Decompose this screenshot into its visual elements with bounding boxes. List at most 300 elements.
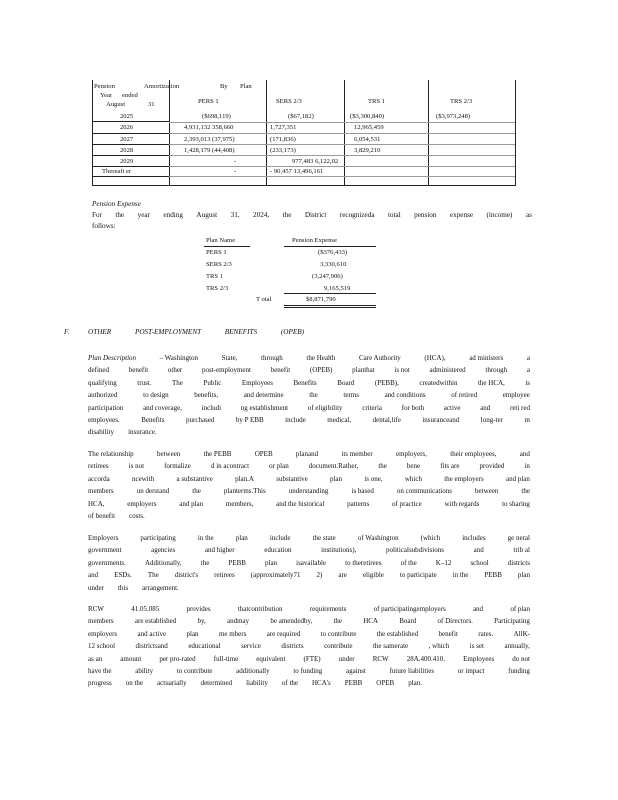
text-word: plan	[265, 558, 278, 567]
table-cell: 4,931,132 358,660	[184, 124, 234, 131]
text-word: is one,	[364, 474, 383, 483]
text-word: contribute	[324, 642, 353, 651]
text-word: have the	[88, 667, 112, 676]
text-word: include	[285, 416, 306, 425]
text-word: benefits,	[194, 391, 219, 400]
rcw-paragraph	[88, 603, 530, 690]
text-word: 12 school	[88, 642, 116, 651]
text-word: the samerate	[372, 642, 409, 651]
text-word: of plan	[510, 605, 530, 613]
text-word: are	[338, 571, 347, 580]
text-word: administered	[429, 366, 466, 375]
table-rule	[284, 307, 376, 308]
employers-paragraph	[88, 532, 530, 594]
text-word: members	[88, 487, 114, 496]
table-rule	[169, 122, 515, 123]
text-word: OPEB	[376, 679, 395, 688]
text-word: other	[167, 366, 183, 375]
text-word: equivalent	[256, 654, 286, 663]
text-word: and plan	[505, 474, 530, 483]
text-word: members,	[225, 499, 254, 508]
text-word: the Health	[306, 354, 336, 362]
table-rule	[284, 246, 376, 247]
section-letter: F.	[64, 328, 70, 336]
text-word: future liabilities	[389, 667, 435, 676]
text-word: on the	[125, 679, 144, 688]
table-rule	[169, 155, 515, 156]
text-line	[88, 498, 530, 510]
table-title-word: Amortization	[144, 83, 180, 90]
text-word: the established	[376, 629, 419, 638]
table-cell: 3,829,210	[354, 147, 381, 154]
text-line	[88, 640, 530, 652]
text-word: of retired	[451, 391, 478, 400]
table-cell: 977,483 6,122,02	[292, 158, 339, 165]
text-line	[88, 389, 530, 401]
text-word: (OPEB)	[309, 366, 333, 375]
text-word: costs.	[129, 512, 145, 521]
text-word: PEBB	[344, 679, 363, 688]
text-word: the	[378, 462, 387, 471]
text-word: or impact	[457, 667, 485, 676]
text-word: plan.A	[235, 474, 254, 483]
text-word: plan.	[408, 679, 422, 688]
column-header: PERS 1	[198, 98, 219, 105]
section-title: OTHER POST-EMPLOYMENT BENEFITS (OPEB)	[88, 328, 305, 336]
text-word: to contribute	[320, 629, 357, 638]
text-word: is	[525, 378, 530, 387]
text-word: as	[525, 211, 532, 219]
text-word: employers,	[396, 450, 427, 458]
text-word: and active	[137, 629, 167, 638]
text-word: include	[269, 534, 291, 542]
text-word: Board	[337, 378, 355, 387]
text-word: ability	[135, 667, 154, 676]
text-word: and	[480, 403, 491, 412]
text-line	[88, 532, 530, 544]
text-word: and conditions	[384, 391, 426, 400]
text-word: trib al	[513, 546, 530, 555]
text-word: in the	[452, 571, 469, 580]
text-word: school	[470, 558, 489, 567]
table-rule	[204, 246, 250, 247]
text-line	[88, 377, 530, 389]
column-header: TRS 2/3	[450, 98, 473, 105]
table-rule	[92, 144, 169, 145]
text-word: medical,	[327, 416, 352, 425]
text-word: document.Rather,	[308, 462, 359, 471]
text-word: which	[404, 474, 422, 483]
text-word: includes	[462, 534, 486, 542]
text-word: the	[115, 211, 125, 219]
text-word: Benefits	[293, 378, 317, 387]
table-rule	[92, 133, 169, 134]
table-rule	[92, 166, 169, 167]
text-word: un derstand	[136, 487, 170, 496]
text-word: is set	[469, 642, 484, 651]
table-rule	[169, 133, 515, 134]
table-cell: ($67,182)	[288, 113, 314, 120]
text-word: Employees	[241, 378, 273, 387]
text-word: PEBB	[228, 558, 246, 567]
text-line	[88, 582, 530, 594]
text-line	[88, 569, 530, 581]
text-word: progress	[88, 679, 112, 688]
text-word: of practice	[392, 499, 422, 508]
text-line	[88, 448, 530, 460]
table-cell: 2,393,013 (37,975)	[184, 136, 235, 143]
text-word: benefit	[438, 629, 458, 638]
text-word: and determine	[243, 391, 284, 400]
text-word: members	[88, 617, 114, 626]
table-cell: 1,428,179 (44,408)	[184, 147, 235, 154]
text-word: Care Authority	[358, 354, 401, 362]
text-word: insuranceand	[422, 416, 460, 425]
text-word: are required	[266, 629, 301, 638]
text-word: do not	[512, 654, 530, 663]
text-word: Benefits	[141, 416, 165, 425]
text-word: is not	[394, 366, 410, 375]
column-header: TRS 1	[368, 98, 386, 105]
table-rule	[169, 144, 515, 145]
text-word: and the historical	[276, 499, 325, 508]
text-word: provides	[186, 605, 211, 613]
text-word: For	[92, 211, 102, 219]
text-word: ncewith	[132, 474, 155, 483]
text-word: The relationship	[88, 450, 134, 458]
text-word: August	[196, 211, 218, 219]
text-word: (HCA),	[424, 354, 446, 362]
text-word: m	[524, 416, 530, 425]
text-word: provided	[479, 462, 505, 471]
text-word: and	[472, 605, 484, 613]
table-title-word: Plan	[240, 83, 252, 90]
text-word: (PEBB),	[374, 378, 399, 387]
text-word: employees.	[88, 416, 120, 425]
text-word: ad ministers	[469, 354, 504, 362]
table-cell: - 90,457 13,496,161	[270, 168, 324, 175]
text-word: District	[304, 211, 327, 219]
text-word: retirees	[88, 462, 109, 471]
text-word: – Washington	[159, 354, 199, 362]
total-label: T otal	[256, 296, 272, 303]
text-word: eligible	[362, 571, 384, 580]
text-word: , which	[428, 642, 450, 651]
text-line	[88, 603, 530, 615]
text-word: 2024,	[253, 211, 270, 219]
text-word: Plan Description	[88, 354, 137, 362]
text-word: of the	[281, 679, 298, 688]
text-line	[88, 665, 530, 677]
text-word: HCA's	[312, 679, 331, 688]
text-word: a	[526, 354, 530, 362]
text-word: under	[338, 654, 355, 663]
text-word: to theretirees	[345, 558, 382, 567]
text-word: active	[443, 403, 461, 412]
text-word: and higher	[204, 546, 235, 555]
year-header-word: ended	[122, 92, 138, 99]
text-word: against	[346, 667, 366, 676]
text-word: its member	[341, 450, 373, 458]
text-word: arrangement.	[142, 583, 179, 592]
text-word: Participating	[494, 617, 530, 626]
text-line	[88, 352, 530, 364]
text-word: for both	[401, 403, 425, 412]
relationship-paragraph	[88, 448, 530, 522]
text-word: through	[485, 366, 508, 375]
pension-expense-intro	[92, 211, 532, 219]
text-line	[88, 460, 530, 472]
text-word: 28A.400.410.	[406, 654, 446, 663]
text-line	[88, 485, 530, 497]
text-word: or plan	[269, 462, 289, 471]
table-rule	[92, 121, 169, 122]
text-word: through	[261, 354, 283, 362]
text-word: districts	[281, 642, 304, 651]
text-line	[88, 402, 530, 414]
text-word: State,	[221, 354, 238, 362]
text-word: educational	[188, 642, 221, 651]
text-word: a	[526, 366, 530, 375]
text-word: politicalsubdivisions	[386, 546, 444, 555]
row-year: 2029	[120, 158, 134, 165]
text-word: patterns	[347, 499, 370, 508]
table-cell: 1,727,351	[270, 124, 297, 131]
text-word: district's	[174, 571, 199, 580]
text-word: The	[147, 571, 159, 580]
text-line	[88, 653, 530, 665]
total-value: $8,871,790	[306, 296, 336, 303]
text-word: retirees	[214, 571, 235, 580]
text-line	[88, 473, 530, 485]
text-word: post-employment	[201, 366, 251, 375]
table-rule	[284, 293, 376, 294]
text-word: as an	[88, 654, 103, 663]
text-word: with regards	[444, 499, 480, 508]
text-word: (income)	[486, 211, 513, 219]
text-line	[88, 364, 530, 376]
table-title-word: Pension	[94, 83, 115, 90]
text-word: 2)	[316, 571, 323, 580]
text-word: andmay	[226, 617, 250, 626]
text-word: Public	[203, 378, 222, 387]
text-word: plan	[186, 629, 199, 638]
text-word: substantive	[276, 474, 308, 483]
text-word: be amendedby,	[270, 617, 313, 626]
text-line	[88, 510, 530, 522]
text-word: and	[88, 571, 99, 580]
text-word: districts	[507, 558, 530, 567]
text-word: the	[192, 487, 201, 496]
text-word: planterms.This	[223, 487, 266, 496]
plan-name: SERS 2/3	[206, 261, 232, 268]
text-word: of Washington	[357, 534, 399, 542]
table-rule	[92, 155, 169, 156]
text-word: of participatingemployers	[373, 605, 446, 613]
pension-expense-intro-end: follows:	[92, 222, 116, 230]
text-word: education	[264, 546, 292, 555]
year-header-word: Year	[100, 92, 113, 99]
text-word: requirements	[309, 605, 347, 613]
text-word: authorized	[88, 391, 118, 400]
text-word: qualifying	[88, 378, 117, 387]
text-word: accorda	[88, 474, 110, 483]
text-word: institutions),	[321, 546, 357, 555]
text-word: and	[473, 546, 484, 555]
table-rule	[92, 176, 169, 177]
text-word: liability	[246, 679, 268, 688]
text-word: a substantive	[176, 474, 213, 483]
text-word: purchased	[186, 416, 215, 425]
text-word: the	[282, 211, 292, 219]
text-word: AllK-	[513, 629, 530, 638]
text-line	[88, 557, 530, 569]
text-word: thatcontribution	[237, 605, 283, 613]
table-rule	[284, 305, 376, 306]
text-word: and	[519, 450, 530, 458]
text-word: fits are	[440, 462, 460, 471]
text-word: (FTE)	[303, 654, 321, 663]
text-word: benefit	[270, 366, 291, 375]
expense-value: (3,247,906)	[312, 273, 343, 280]
text-word: 41.05.085	[131, 605, 160, 613]
column-header: Pension Expense	[292, 237, 337, 244]
table-cell: ($3,973,248)	[436, 113, 471, 120]
text-word: annually,	[504, 642, 530, 651]
text-word: reti red	[509, 403, 530, 412]
text-word: plan	[517, 571, 530, 580]
text-word: the PEBB	[203, 450, 232, 458]
table-title-word: By	[220, 83, 228, 90]
text-word: bene	[406, 462, 421, 471]
text-line	[88, 426, 530, 438]
text-word: (which	[420, 534, 441, 542]
text-word: are established	[134, 617, 177, 626]
text-word: funding	[508, 667, 530, 676]
text-word: in the	[197, 534, 214, 542]
text-word: d in acontract	[210, 462, 250, 471]
text-word: understanding	[288, 487, 329, 496]
text-word: employers	[88, 629, 118, 638]
text-word: to funding	[293, 667, 323, 676]
expense-value: ($376,433)	[318, 249, 348, 256]
text-word: benefit	[128, 366, 149, 375]
text-word: Board	[399, 617, 417, 626]
text-word: Employers	[88, 534, 119, 542]
text-word: in	[524, 462, 530, 471]
table-rule	[169, 166, 515, 167]
year-header-word: 31	[148, 101, 155, 108]
text-word: between	[156, 450, 181, 458]
text-word: PEBB	[484, 571, 502, 580]
text-word: planthat	[352, 366, 375, 375]
text-word: participation	[88, 403, 124, 412]
text-word: (approximately71	[250, 571, 301, 580]
text-word: to participate	[399, 571, 437, 580]
text-line	[88, 677, 530, 689]
text-word: to design	[143, 391, 169, 400]
text-word: terms	[343, 391, 359, 400]
text-word: the HCA,	[477, 378, 505, 387]
text-word: governments.	[88, 558, 126, 567]
text-word: year	[137, 211, 150, 219]
text-word: ng establishment	[240, 403, 289, 412]
table-cell: -	[234, 158, 237, 165]
table-cell: ($698,119)	[202, 113, 231, 120]
text-word: districtsand	[135, 642, 168, 651]
text-line	[88, 628, 530, 640]
text-word: employers	[127, 499, 157, 508]
text-word: expense	[449, 211, 474, 219]
text-word: plan	[329, 474, 343, 483]
text-word: RCW	[372, 654, 389, 663]
text-word: 31,	[230, 211, 240, 219]
text-word: employee	[502, 391, 530, 400]
text-word: formalize	[164, 462, 191, 471]
row-year: 2026	[120, 124, 134, 131]
text-word: long-ter	[480, 416, 503, 425]
text-word: actuarially	[157, 679, 187, 688]
plan-description-paragraph	[88, 352, 530, 439]
text-word: and coverage,	[143, 403, 182, 412]
text-word: their employees,	[450, 450, 497, 458]
text-word: includi	[201, 403, 222, 412]
plan-name: TRS 1	[206, 273, 224, 280]
text-line	[88, 544, 530, 556]
text-word: disability	[88, 428, 115, 437]
text-word: ge neral	[507, 534, 530, 542]
text-word: of benefit	[88, 512, 116, 521]
text-word: on communications	[396, 487, 452, 496]
text-word: by P EBB	[235, 416, 264, 425]
table-rule	[92, 185, 516, 186]
text-word: the state	[312, 534, 336, 542]
text-word: under	[88, 583, 104, 592]
column-header: Plan Name	[206, 237, 236, 244]
text-word: to sharing	[502, 499, 530, 508]
text-word: of eligibility	[307, 403, 343, 412]
text-word: the	[200, 558, 210, 567]
text-word: insurance.	[128, 428, 157, 437]
text-word: is based	[351, 487, 374, 496]
text-word: government	[88, 546, 122, 555]
text-word: additionally	[236, 667, 270, 676]
text-word: K–12	[435, 558, 452, 567]
text-word: this	[117, 583, 129, 592]
text-word: trust.	[137, 378, 152, 387]
text-word: recognizeda	[339, 211, 375, 219]
table-cell: 12,965,459	[354, 124, 384, 131]
table-rule	[515, 80, 516, 186]
text-line	[88, 414, 530, 426]
pension-expense-heading: Pension Expense	[92, 200, 141, 208]
text-word: HCA	[363, 617, 379, 626]
year-header-word: August	[106, 101, 126, 108]
text-word: agencies	[151, 546, 176, 555]
text-word: ESDs.	[114, 571, 132, 580]
table-cell: (233,173)	[270, 147, 296, 154]
text-word: and plan	[179, 499, 204, 508]
text-word: me mbers	[218, 629, 247, 638]
text-word: amount	[120, 654, 142, 663]
table-rule	[169, 176, 515, 177]
text-word: criteria	[362, 403, 383, 412]
text-line	[88, 615, 530, 627]
text-word: to contribute	[176, 667, 213, 676]
plan-name: TRS 2/3	[206, 285, 229, 292]
row-year: 2028	[120, 147, 134, 154]
text-word: isavailable	[296, 558, 327, 567]
